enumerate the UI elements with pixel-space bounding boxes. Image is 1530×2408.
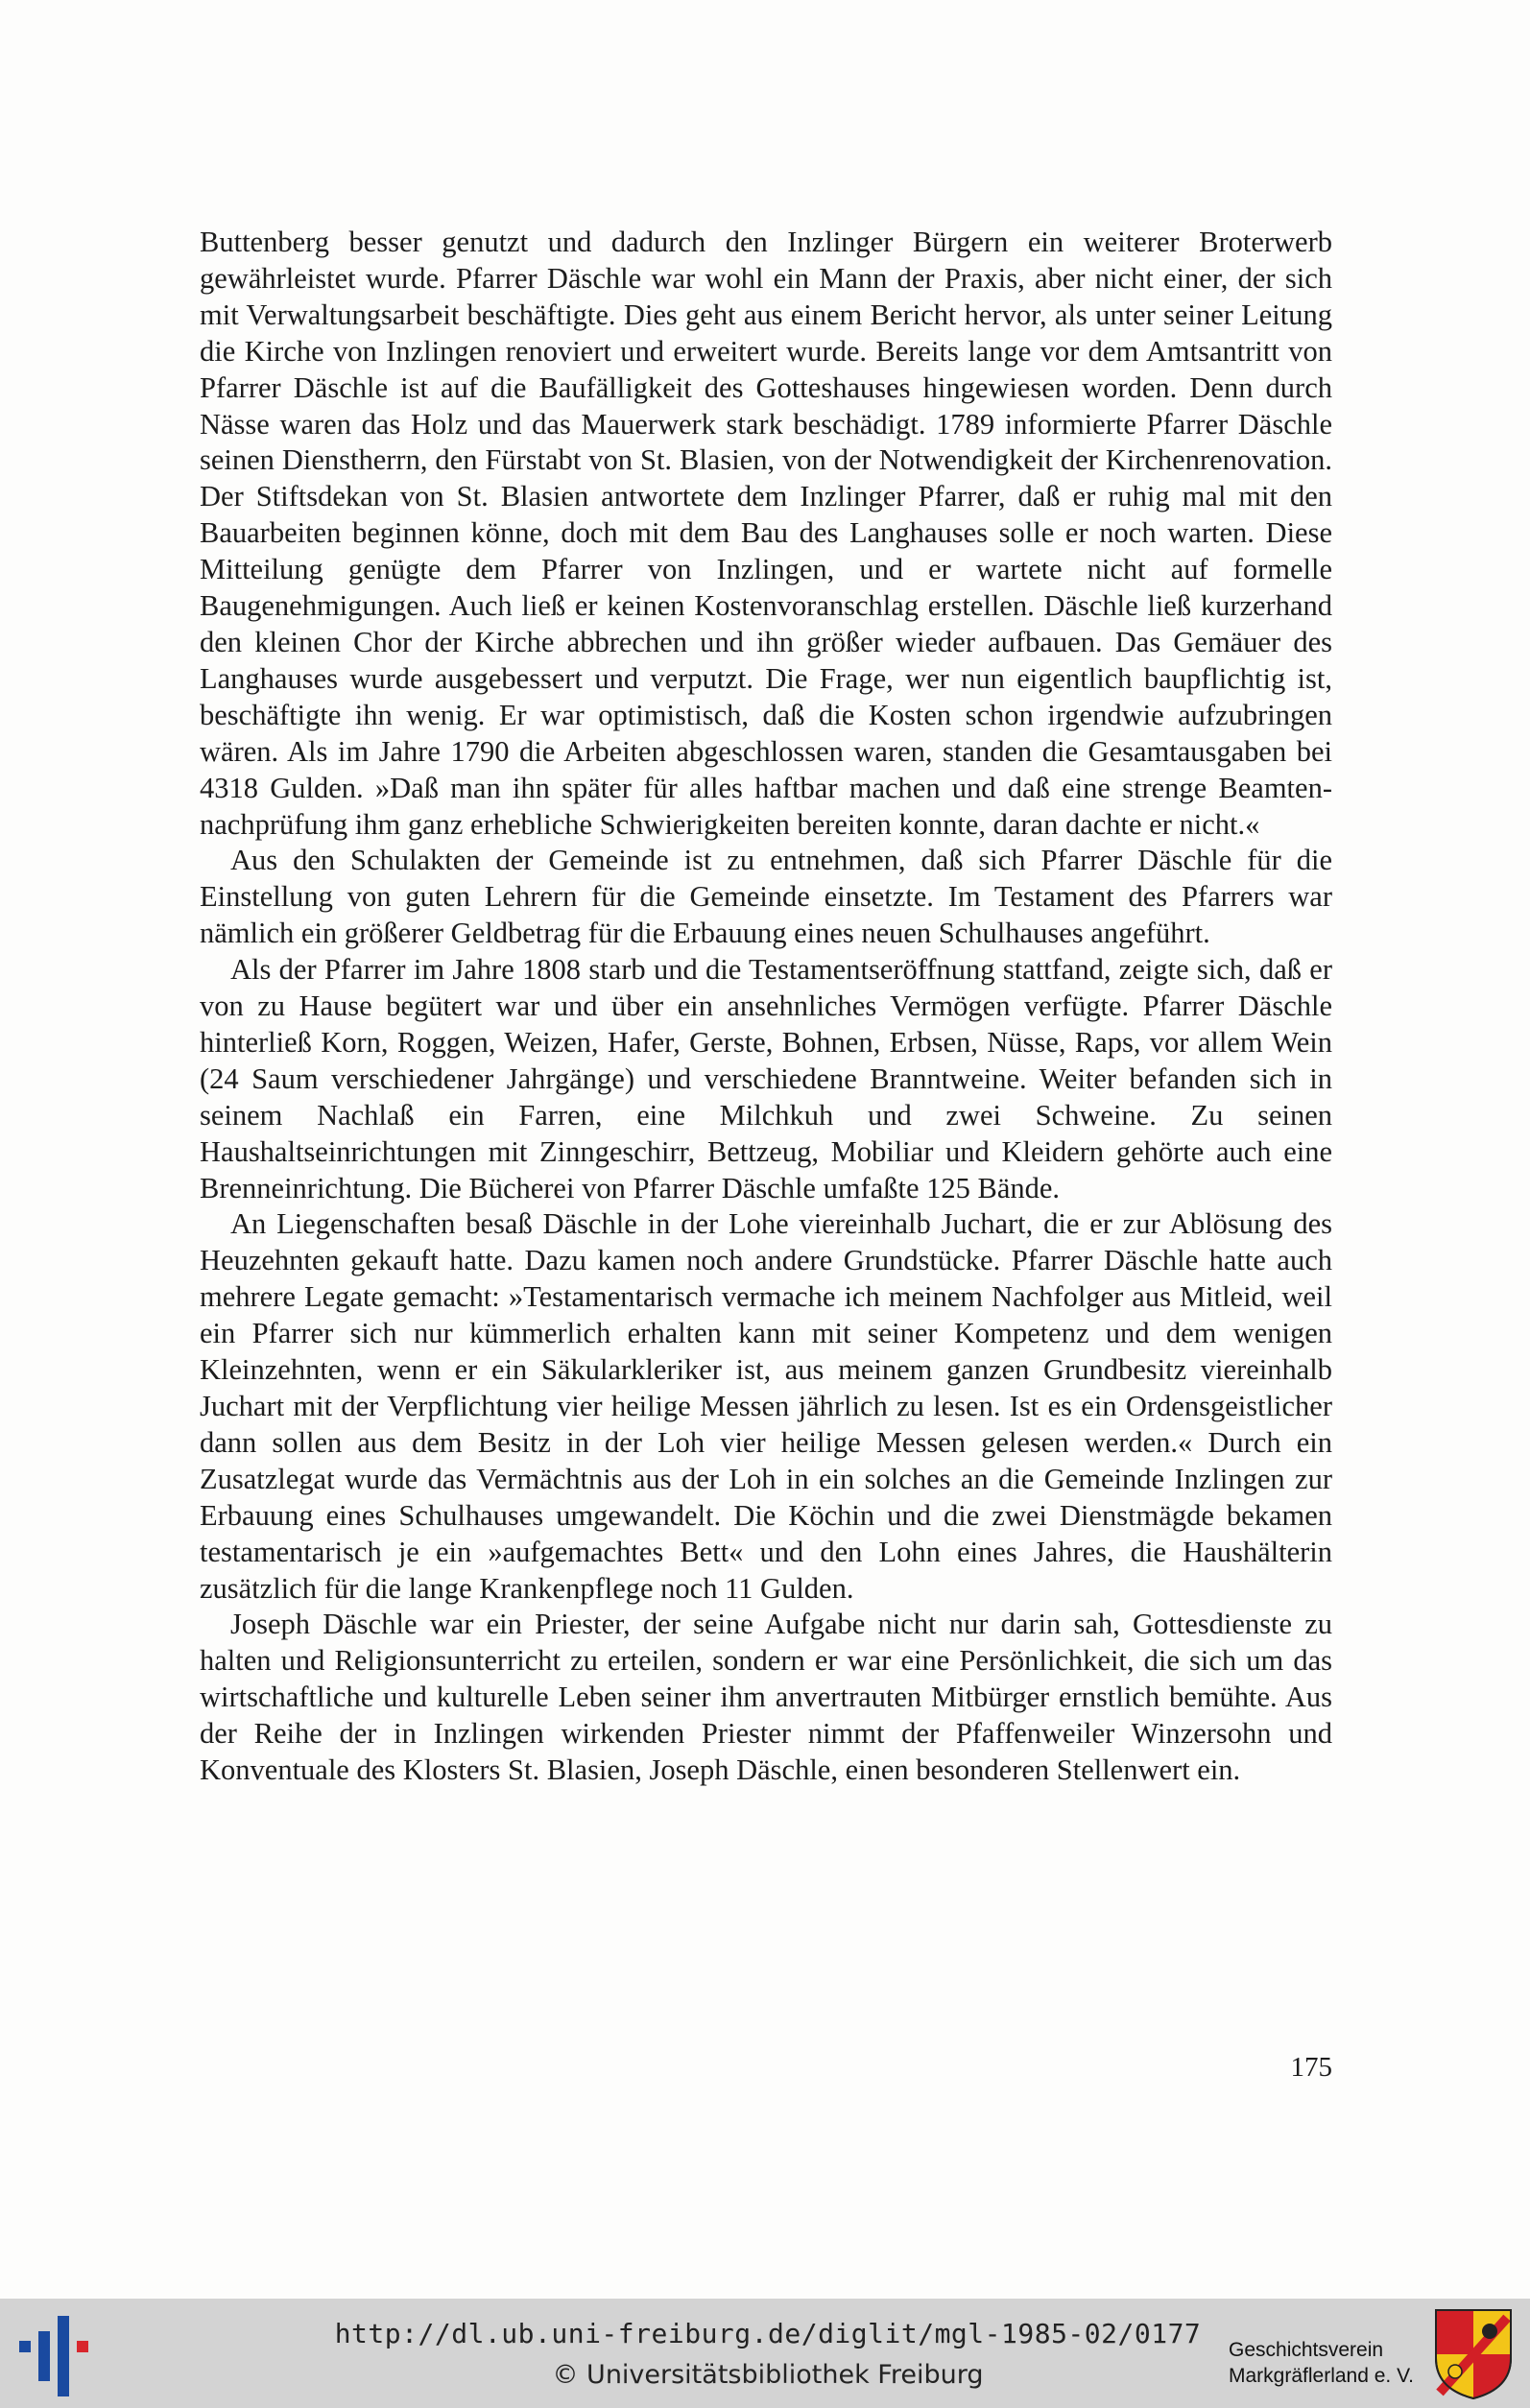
ub-freiburg-logo-icon[interactable] bbox=[17, 2308, 98, 2400]
body-text bbox=[200, 225, 1332, 1789]
citation-url[interactable]: http://dl.ub.uni-freiburg.de/diglit/mgl-1985-02/0177 bbox=[334, 2318, 1202, 2349]
paragraph-1: Buttenberg besser genutzt und dadurch den Inzlinger Bürgern ein weiterer Broterwerb gewährleistet wurde. Pfarrer Däschle war wohl ein Mann der Praxis, aber nicht einer, der sich mit Verwaltungsarbeit beschäftigte. Dies geht aus einem Bericht hervor, als unter seiner Leitung die Kirche von Inzlingen renoviert und erweitert wurde. Bereits lange vor dem Amtsantritt von Pfarrer Däschle ist auf die Baufälligkeit des Gotteshauses hingewiesen worden. Denn durch Nässe waren das Holz und das Mauerwerk stark beschädigt. 1789 informierte Pfarrer Däschle seinen Dienstherrn, den Fürstabt von St. Blasien, von der Notwendigkeit der Kirchenrenovation. Der Stiftsdekan von St. Blasien antwortete dem Inzlinger Pfarrer, daß er ruhig mal mit den Bauarbeiten beginnen könne, doch mit dem Bau des Langhauses solle er noch warten. Diese Mitteilung genügte dem Pfarrer von Inzlingen, und er wartete nicht auf formelle Baugenehmigungen. Auch ließ er keinen Kostenvoranschlag erstellen. Däschle ließ kurzerhand den kleinen Chor der Kirche abbrechen und ihn größer wieder aufbauen. Das Gemäuer des Langhauses wurde ausgebessert und verputzt. Die Frage, wer nun eigentlich baupflichtig ist, beschäftigte ihn wenig. Er war optimistisch, daß die Kosten schon irgendwie aufzubringen wären. Als im Jahre 1790 die Arbeiten abgeschlossen waren, standen die Gesamtausgaben bei 4318 Gulden. »Daß man ihn später für alles haftbar machen und daß eine strenge Beamtennachprüfung ihm ganz erhebliche Schwierigkeiten bereiten konnte, daran dachte er nicht.« bbox=[200, 226, 1332, 841]
copyright-notice: © Universitätsbibliothek Freiburg bbox=[552, 2360, 984, 2390]
paragraph-5: Joseph Däschle war ein Priester, der seine Aufgabe nicht nur darin sah, Gottesdienste zu halten und Religionsunterricht zu erteilen, sondern er war eine Persönlichkeit, die sich um das wirtschaftliche und kulturelle Leben seiner ihm anvertrauten Mitbürger ernstlich bemühte. Aus der Reihe der in Inzlingen wirkenden Priester nimmt der Pfaffenweiler Winzersohn und Konventuale des Klosters St. Blasien, Joseph Däschle, einen besonderen Stellenwert ein. bbox=[200, 1608, 1332, 1787]
coat-of-arms-icon bbox=[1434, 2308, 1513, 2400]
society-name bbox=[1229, 2337, 1430, 2389]
society-name-line-2: Markgräflerland e. V. bbox=[1229, 2365, 1414, 2387]
page-number: 175 bbox=[1290, 2052, 1332, 2083]
paragraph-2: Aus den Schulakten der Gemeinde ist zu entnehmen, daß sich Pfarrer Däschle für die Einstellung von guten Lehrern für die Gemeinde einsetzte. Im Testament des Pfarrers war nämlich ein größerer Geldbetrag für die Erbauung eines neuen Schulhauses angeführt. bbox=[200, 844, 1332, 950]
paragraph-4: An Liegenschaften besaß Däschle in der Lohe viereinhalb Juchart, die er zur Ablösung des Heuzehnten gekauft hatte. Dazu kamen noch andere Grundstücke. Pfarrer Däschle hatte auch mehrere Legate gemacht: »Testamentarisch vermache ich meinem Nachfolger aus Mitleid, weil ein Pfarrer sich nur kümmerlich erhalten kann mit seiner Kompetenz und dem wenigen Kleinzehnten, wenn er ein Säkularkleriker ist, aus meinem ganzen Grundbesitz viereinhalb Juchart mit der Verpflichtung vier heilige Messen jährlich zu lesen. Ist es ein Ordensgeistlicher dann sollen aus dem Besitz in der Loh vier heilige Messen gelesen werden.« Durch ein Zusatzlegat wurde das Vermächtnis aus der Loh in ein solches an die Gemeinde Inzlingen zur Erbauung eines Schulhauses umgewandelt. Die Köchin und die zwei Dienstmägde bekamen testamentarisch je ein »aufgemachtes Bett« und den Lohn eines Jahres, die Haushälterin zusätzlich für die lange Krankenpflege noch 11 Gulden. bbox=[200, 1207, 1332, 1605]
paragraph-3: Als der Pfarrer im Jahre 1808 starb und die Testamentseröffnung stattfand, zeigte sich, daß er von zu Hause begütert war und über ein ansehnliches Vermögen verfügte. Pfarrer Däschle hinterließ Korn, Roggen, Weizen, Hafer, Gerste, Bohnen, Erbsen, Nüsse, Raps, vor allem Wein (24 Saum verschiedener Jahrgänge) und verschiedene Branntweine. Weiter befanden sich in seinem Nachlaß ein Farren, eine Milchkuh und zwei Schweine. Zu seinen Haushaltseinrichtungen mit Zinngeschirr, Bettzeug, Mobiliar und Kleidern gehörte auch eine Brenneinrichtung. Die Bücherei von Pfarrer Däschle umfaßte 125 Bände. bbox=[200, 953, 1332, 1204]
society-name-line-1: Geschichtsverein bbox=[1229, 2339, 1384, 2361]
footer-bar bbox=[0, 2299, 1530, 2408]
